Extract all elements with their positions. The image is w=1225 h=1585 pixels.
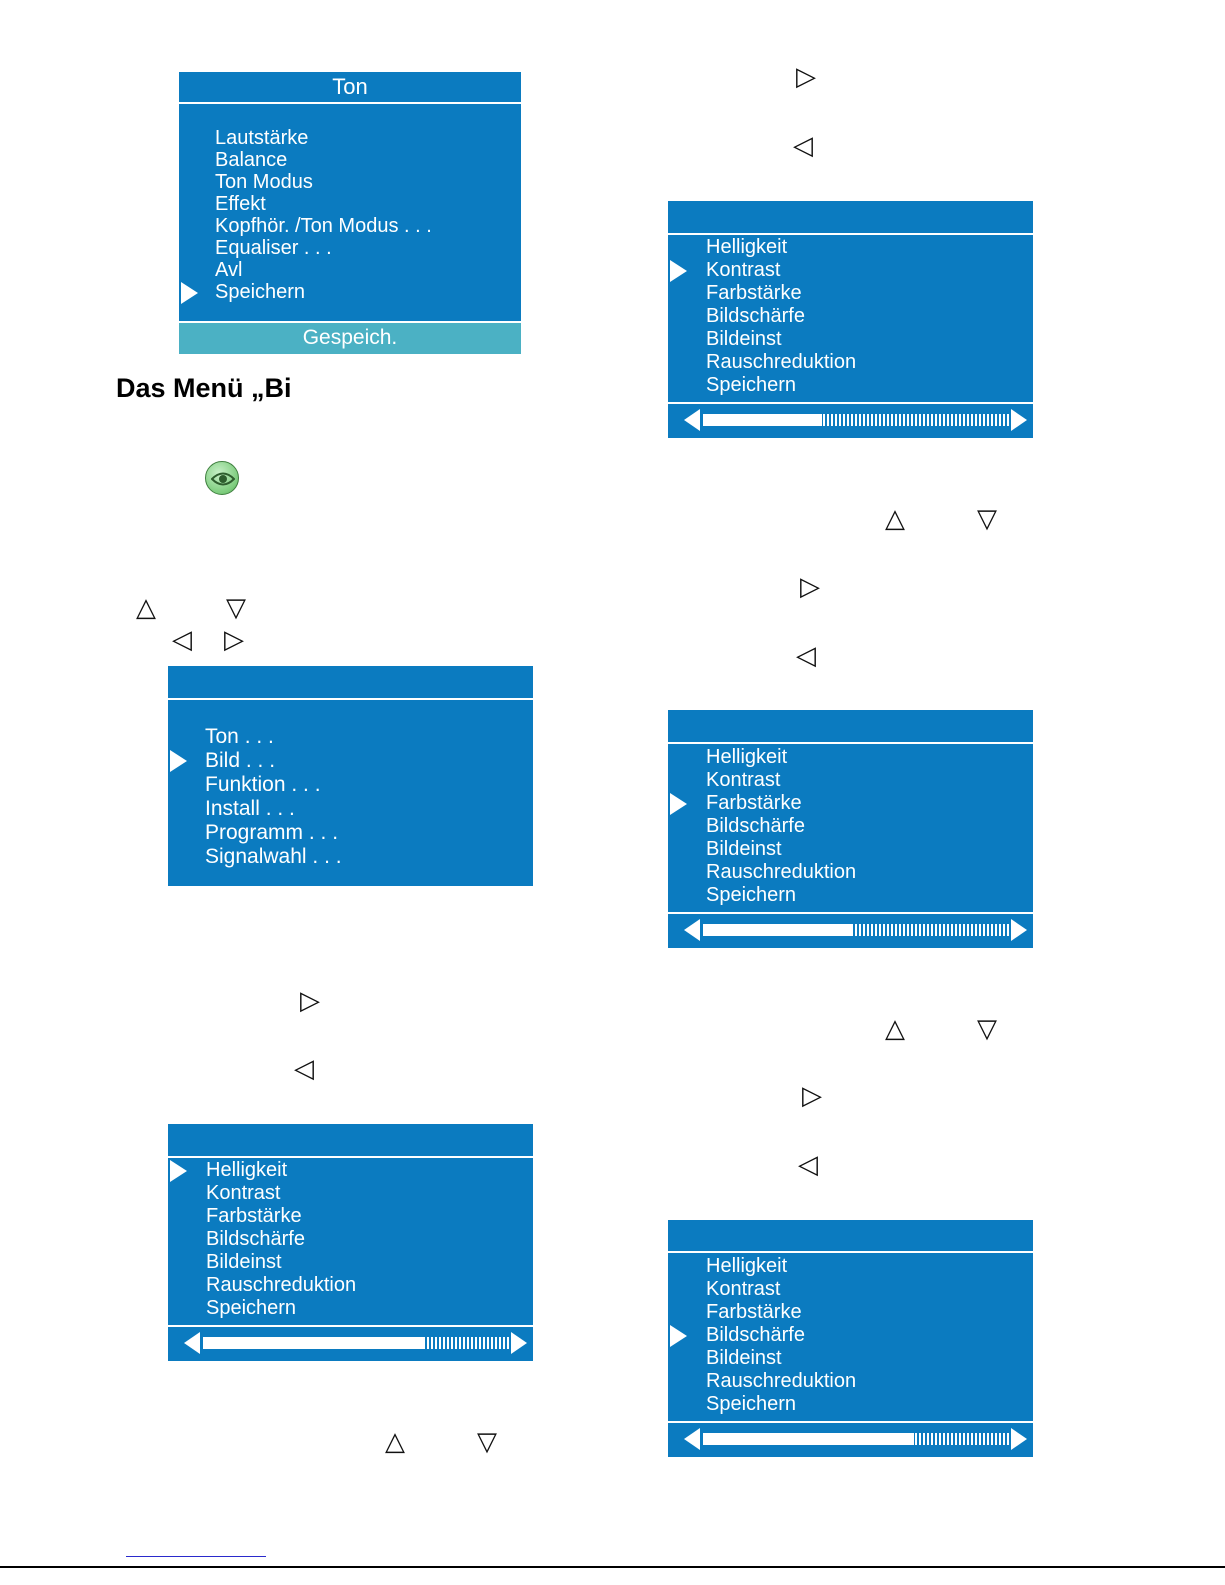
menu-item[interactable] bbox=[179, 259, 521, 281]
footer-link-underline bbox=[126, 1556, 266, 1557]
menu-item[interactable] bbox=[668, 351, 1033, 374]
right-arrow-icon: ▷ bbox=[802, 1081, 822, 1111]
selection-pointer-icon bbox=[181, 282, 198, 304]
menu-item[interactable] bbox=[179, 215, 521, 237]
menu-item[interactable] bbox=[168, 821, 533, 845]
menu-item-label: Bildschärfe bbox=[706, 1324, 805, 1346]
bild-menu-divider bbox=[168, 1156, 533, 1158]
down-arrow-icon: ▽ bbox=[977, 1014, 997, 1044]
menu-item[interactable] bbox=[168, 797, 533, 821]
eye-icon[interactable] bbox=[205, 461, 239, 495]
menu-item-label: Effekt bbox=[215, 193, 266, 215]
slider-fill bbox=[203, 1337, 423, 1349]
bild-menu-bildschaerfe bbox=[668, 1220, 1033, 1457]
ton-menu-list bbox=[179, 127, 521, 303]
slider-track bbox=[703, 414, 1009, 426]
main-menu-list bbox=[168, 725, 533, 869]
menu-item[interactable] bbox=[668, 1393, 1033, 1416]
menu-item-label: Signalwahl . . . bbox=[205, 845, 342, 868]
value-slider[interactable] bbox=[668, 915, 1033, 945]
menu-item-label: Kontrast bbox=[206, 1182, 281, 1204]
bild-menu-divider bbox=[668, 742, 1033, 744]
menu-item-label: Farbstärke bbox=[706, 1301, 802, 1323]
menu-item-label: Bildschärfe bbox=[706, 815, 805, 837]
slider-left-arrow-icon[interactable] bbox=[184, 1332, 200, 1354]
menu-item[interactable] bbox=[668, 1255, 1033, 1278]
bild-menu-farbstaerke bbox=[668, 710, 1033, 948]
menu-item-label: Kontrast bbox=[706, 1278, 781, 1300]
menu-item[interactable] bbox=[668, 374, 1033, 397]
menu-item-label: Speichern bbox=[206, 1297, 297, 1319]
value-slider[interactable] bbox=[168, 1328, 533, 1358]
slider-left-arrow-icon[interactable] bbox=[684, 919, 700, 941]
menu-item[interactable] bbox=[168, 725, 533, 749]
menu-item[interactable] bbox=[668, 769, 1033, 792]
up-arrow-icon: △ bbox=[885, 1014, 905, 1044]
menu-item[interactable] bbox=[168, 1159, 533, 1182]
menu-item[interactable] bbox=[179, 149, 521, 171]
menu-item[interactable] bbox=[179, 237, 521, 259]
value-slider[interactable] bbox=[668, 1424, 1033, 1454]
bild-menu-kontrast bbox=[668, 201, 1033, 438]
selection-pointer-icon bbox=[670, 793, 687, 815]
left-arrow-icon: ◁ bbox=[796, 641, 816, 671]
menu-item-label: Install . . . bbox=[205, 797, 295, 820]
menu-item-label: Bildeinst bbox=[706, 328, 782, 350]
bild-menu-list bbox=[668, 1255, 1033, 1416]
menu-item-label: Bildeinst bbox=[206, 1251, 282, 1273]
menu-item[interactable] bbox=[168, 749, 533, 773]
bild-menu-helligkeit bbox=[168, 1124, 533, 1361]
selection-pointer-icon bbox=[670, 260, 687, 282]
menu-item[interactable] bbox=[668, 838, 1033, 861]
menu-item-label: Bild . . . bbox=[205, 749, 276, 772]
menu-item[interactable] bbox=[668, 305, 1033, 328]
slider-fill bbox=[703, 1433, 914, 1445]
bild-menu-bottom-divider bbox=[668, 912, 1033, 914]
menu-item-label: Helligkeit bbox=[206, 1159, 288, 1181]
menu-item[interactable] bbox=[179, 193, 521, 215]
slider-track bbox=[703, 924, 1009, 936]
right-arrow-icon: ▷ bbox=[224, 625, 244, 655]
left-arrow-icon: ◁ bbox=[793, 131, 813, 161]
menu-item-label: Speichern bbox=[706, 1393, 797, 1415]
menu-item[interactable] bbox=[179, 281, 521, 303]
menu-item-label: Helligkeit bbox=[706, 746, 788, 768]
menu-item-label: Rauschreduktion bbox=[706, 861, 857, 883]
menu-item-label: Helligkeit bbox=[706, 236, 788, 258]
menu-item-label: Rauschreduktion bbox=[706, 1370, 857, 1392]
slider-right-arrow-icon[interactable] bbox=[1011, 1428, 1027, 1450]
selection-pointer-icon bbox=[170, 1160, 187, 1182]
slider-left-arrow-icon[interactable] bbox=[684, 409, 700, 431]
menu-item-label: Farbstärke bbox=[706, 282, 802, 304]
menu-item-label: Bildschärfe bbox=[206, 1228, 305, 1250]
down-arrow-icon: ▽ bbox=[477, 1427, 497, 1457]
menu-item-label: Kopfhör. /Ton Modus . . . bbox=[215, 215, 432, 237]
bild-menu-divider bbox=[668, 233, 1033, 235]
value-slider[interactable] bbox=[668, 405, 1033, 435]
menu-item[interactable] bbox=[668, 1278, 1033, 1301]
slider-track bbox=[703, 1433, 1009, 1445]
bild-menu-bottom-divider bbox=[668, 1421, 1033, 1423]
up-arrow-icon: △ bbox=[136, 593, 156, 623]
menu-item[interactable] bbox=[668, 236, 1033, 259]
menu-item-label: Speichern bbox=[706, 884, 797, 906]
selection-pointer-icon bbox=[670, 1325, 687, 1347]
menu-item-label: Bildeinst bbox=[706, 838, 782, 860]
right-arrow-icon: ▷ bbox=[800, 572, 820, 602]
menu-item[interactable] bbox=[668, 1347, 1033, 1370]
menu-item-label: Bildeinst bbox=[706, 1347, 782, 1369]
menu-item[interactable] bbox=[668, 861, 1033, 884]
menu-item-label: Speichern bbox=[215, 281, 306, 303]
down-arrow-icon: ▽ bbox=[226, 593, 246, 623]
menu-item[interactable] bbox=[668, 1370, 1033, 1393]
menu-item[interactable] bbox=[168, 845, 533, 869]
menu-item[interactable] bbox=[168, 1182, 533, 1205]
bild-menu-bottom-divider bbox=[668, 402, 1033, 404]
menu-item-label: Equaliser . . . bbox=[215, 237, 332, 259]
bild-menu-divider bbox=[668, 1251, 1033, 1253]
bild-menu-list bbox=[168, 1159, 533, 1320]
menu-item[interactable] bbox=[668, 259, 1033, 282]
menu-item-label: Avl bbox=[215, 259, 243, 281]
left-arrow-icon: ◁ bbox=[172, 625, 192, 655]
left-arrow-icon: ◁ bbox=[294, 1054, 314, 1084]
right-arrow-icon: ▷ bbox=[300, 986, 320, 1016]
bild-menu-list bbox=[668, 236, 1033, 397]
menu-item-label: Funktion . . . bbox=[205, 773, 321, 796]
menu-item-label: Kontrast bbox=[706, 259, 781, 281]
menu-item-label: Helligkeit bbox=[706, 1255, 788, 1277]
menu-item[interactable] bbox=[168, 1205, 533, 1228]
menu-item[interactable] bbox=[179, 171, 521, 193]
menu-item[interactable] bbox=[668, 815, 1033, 838]
slider-right-arrow-icon[interactable] bbox=[1011, 919, 1027, 941]
menu-item[interactable] bbox=[168, 773, 533, 797]
menu-item-label: Lautstärke bbox=[215, 127, 309, 149]
menu-item-label: Speichern bbox=[706, 374, 797, 396]
menu-item[interactable] bbox=[668, 282, 1033, 305]
menu-item[interactable] bbox=[168, 1274, 533, 1297]
menu-item-label: Farbstärke bbox=[206, 1205, 302, 1227]
menu-item-label: Programm . . . bbox=[205, 821, 339, 844]
ton-menu-divider bbox=[179, 102, 521, 104]
menu-item-label: Rauschreduktion bbox=[706, 351, 857, 373]
menu-item-label: Ton . . . bbox=[205, 725, 274, 748]
menu-item-label: Bildschärfe bbox=[706, 305, 805, 327]
slider-track bbox=[203, 1337, 509, 1349]
menu-item[interactable] bbox=[668, 1301, 1033, 1324]
menu-item-label: Farbstärke bbox=[706, 792, 802, 814]
menu-item[interactable] bbox=[168, 1251, 533, 1274]
menu-item-label: Ton Modus bbox=[215, 171, 313, 193]
selection-pointer-icon bbox=[170, 750, 187, 772]
up-arrow-icon: △ bbox=[385, 1427, 405, 1457]
bild-menu-list bbox=[668, 746, 1033, 907]
ton-menu-title: Ton bbox=[332, 74, 368, 99]
menu-item[interactable] bbox=[668, 884, 1033, 907]
bild-menu-bottom-divider bbox=[168, 1325, 533, 1327]
right-arrow-icon: ▷ bbox=[796, 62, 816, 92]
menu-item[interactable] bbox=[168, 1297, 533, 1320]
ton-menu bbox=[179, 72, 521, 354]
menu-item[interactable] bbox=[168, 1228, 533, 1251]
section-heading: Das Menü „Bi bbox=[116, 373, 292, 403]
menu-item[interactable] bbox=[668, 328, 1033, 351]
status-message: Gespeich. bbox=[179, 323, 521, 354]
menu-item-label: Rauschreduktion bbox=[206, 1274, 357, 1296]
footer-rule bbox=[0, 1566, 1225, 1568]
menu-item-label: Balance bbox=[215, 149, 288, 171]
slider-right-arrow-icon[interactable] bbox=[1011, 409, 1027, 431]
menu-item[interactable] bbox=[179, 127, 521, 149]
menu-item-label: Kontrast bbox=[706, 769, 781, 791]
menu-item[interactable] bbox=[668, 746, 1033, 769]
down-arrow-icon: ▽ bbox=[977, 504, 997, 534]
slider-fill bbox=[703, 414, 822, 426]
slider-fill bbox=[703, 924, 853, 936]
slider-left-arrow-icon[interactable] bbox=[684, 1428, 700, 1450]
menu-item[interactable] bbox=[668, 792, 1033, 815]
main-menu bbox=[168, 666, 533, 886]
menu-item[interactable] bbox=[668, 1324, 1033, 1347]
left-arrow-icon: ◁ bbox=[798, 1150, 818, 1180]
slider-right-arrow-icon[interactable] bbox=[511, 1332, 527, 1354]
main-menu-divider bbox=[168, 698, 533, 700]
up-arrow-icon: △ bbox=[885, 504, 905, 534]
